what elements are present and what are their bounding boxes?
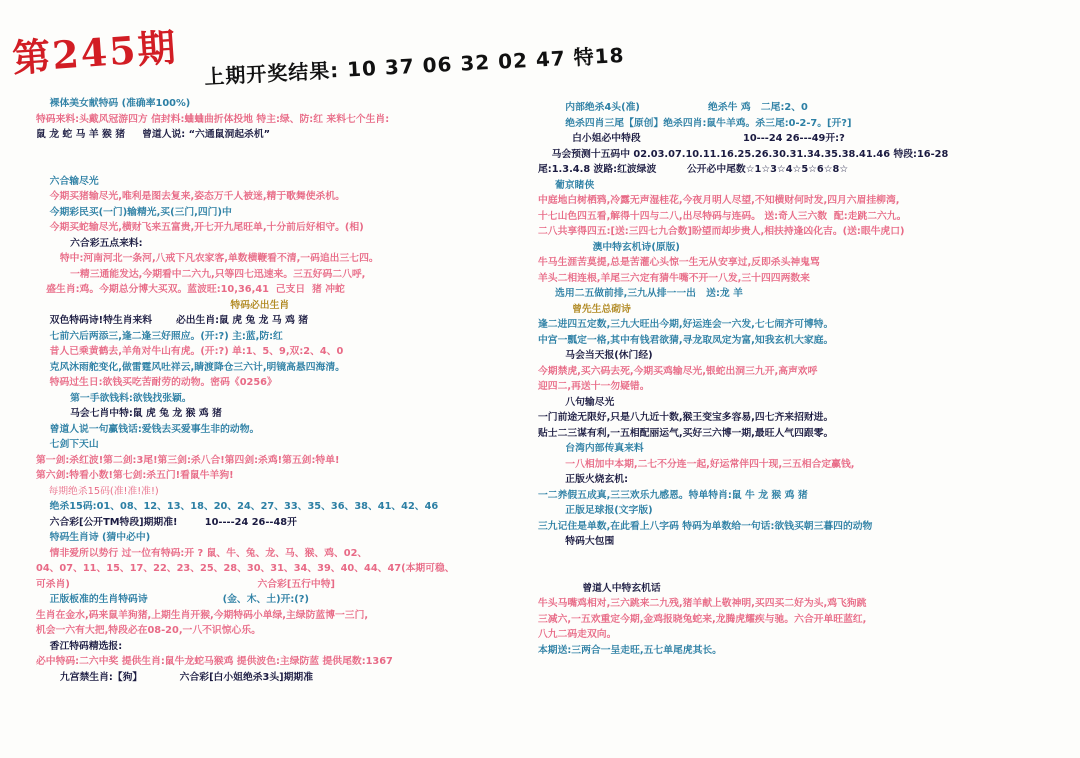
right-line: 中庭地白树栖鸦,冷露无声湿桂花,今夜月明人尽望,不知横财何时发,四月六眉挂柳湾, (538, 195, 900, 206)
left-line: 克风沐雨舵变化,做雷霆风吐祥云,睛渡降仓三六计,明镜高悬四海清。 (36, 361, 345, 373)
right-line (538, 565, 1038, 581)
left-line: 情非爱所以势行 过一位有特码:开 ? 鼠、牛、兔、龙、马、猴、鸡、02、 (36, 547, 368, 559)
right-line: 一二养假五成真,三三欢乐九感恩。特单特肖:鼠 牛 龙 猴 鸡 猪 (538, 489, 808, 501)
left-line: 第六剑:特看小数!第七剑:杀五门!看鼠牛羊狗! (36, 470, 234, 481)
right-line: 十七山色四五看,解得十四与二八,出尽特码与连码。 送:奇人三六数 配:走跳二六九。 (538, 210, 907, 222)
right-line: 曾道人中特玄机话 (538, 582, 661, 594)
right-line: 绝杀四肖三尾【原创】绝杀四肖:鼠牛羊鸡。杀三尾:0-2-7。[开?] (538, 117, 852, 129)
right-line: 特码大包围 (538, 536, 615, 547)
right-line: 正版火烧玄机: (538, 474, 628, 485)
left-line: 六合输尽光 (36, 175, 99, 187)
right-line: 曾先生总砌诗 (538, 303, 631, 315)
left-line: 六合彩五点来料: (36, 237, 143, 249)
right-line: 二八共享得四五:[送:三四七九合数]盼望而却步贵人,相扶持逢凶化吉。(送:眼牛虎口) (538, 226, 905, 237)
left-line: 可杀肖) 六合彩[五行中特] (36, 578, 335, 590)
right-line: 贴士二三谋有利,一五相配丽运气,买好三六博一期,最旺人气四跟零。 (538, 427, 834, 439)
left-line: 今期买蛇输尽光,横财飞来五富贵,开七开九尾旺单,十分前后好相守。(相) (36, 222, 364, 233)
right-line: 逢二进四五定数,三九大旺出今期,好运连会一六发,七七闹齐可博特。 (538, 319, 834, 330)
right-line (538, 550, 1038, 566)
left-line: 每期绝杀15码(准!准!准!) (36, 485, 159, 497)
right-line: 白小姐必中特段 10---24 26---49开:? (538, 133, 845, 144)
right-line: 三九记住是单数,在此看上八字码 特码为单数给一句话:欲钱买朝三暮四的动物 (538, 520, 873, 532)
left-line (36, 158, 536, 174)
left-line: 七前六后两添三,逢二逢三好照应。(开:?) 主:蓝,防:红 (36, 330, 283, 342)
right-column (538, 100, 1038, 658)
right-line: 八句输尽光 (538, 396, 615, 408)
left-line: 特码过生日:欲钱买吃苦耐劳的动物。密码《0256》 (36, 377, 277, 388)
left-line: 04、07、11、15、17、22、23、25、28、30、31、34、39、40、44、47(本期可稳、 (36, 563, 455, 574)
right-line: 马会预测十五码中 02.03.07.10.11.16.25.26.30.31.34.35.38.41.46 特段:16-28 (538, 148, 949, 160)
left-line: 盛生肖:鸡。今期总分博大买双。蓝波旺:10,36,41 己支日 猪 冲蛇 (36, 284, 345, 295)
right-line: 八九二码走双向。 (538, 629, 617, 640)
left-line: 香江特码精选报: (36, 640, 123, 652)
right-line: 正版足球报(文字版) (538, 505, 653, 516)
right-line: 台湾内部传真来料 (538, 443, 644, 454)
left-line: 正版板准的生肖特码诗 (金、木、土)开:(?) (36, 594, 309, 605)
left-line: 双色特码诗!特生肖来料 必出生肖:鼠 虎 兔 龙 马 鸡 猪 (36, 315, 309, 326)
right-line: 羊头二相连根,羊尾三六定有猜牛嘴不开一八发,三十四四两数来 (538, 272, 810, 284)
right-line: 尾:1.3.4.8 波路:红波绿波 公开必中尾数☆1☆3☆4☆5☆6☆8☆ (538, 164, 849, 175)
right-line: 一八相加中本期,二七不分连一起,好运常伴四十现,三五相合定赢钱, (538, 458, 855, 470)
right-line: 牛头马嘴鸡相对,三六跳来二九残,猪羊献上敬神明,买四买二好为头,鸡飞狗跳 (538, 598, 867, 609)
right-line: 澳中特玄机诗(原版) (538, 241, 680, 253)
left-line: 马会七肖中特:鼠 虎 兔 龙 猴 鸡 猪 (36, 408, 222, 419)
right-line: 内部绝杀4头(准) 绝杀牛 鸡 二尾:2、0 (538, 102, 808, 113)
left-line: 曾道人说一句赢钱话:爱钱去买爱事生非的动物。 (36, 423, 260, 435)
left-line (36, 143, 536, 159)
right-line: 选用二五做前排,三九从排一一出 送:龙 羊 (538, 288, 743, 299)
left-line: 机会一六有大把,特段必在08-20,一八不识惊心乐。 (36, 625, 261, 636)
left-line: 一精三通能发达,今期看中二六九,只等四七迅速来。三五好码二八呼, (36, 268, 366, 280)
left-line: 七剑下天山 (36, 439, 99, 450)
left-column (36, 96, 536, 685)
right-line: 中宫一瓢定一格,其中有钱君欲猜,寻龙取凤定为富,知我玄机大家庭。 (538, 334, 834, 346)
left-line: 特码生肖诗 (猜中必中) (36, 532, 151, 543)
right-line: 马会当天报(休门经) (538, 350, 653, 361)
left-line: 必中特码:二六中奖 提供生肖:鼠牛龙蛇马猴鸡 提供波色:主绿防蓝 提供尾数:1367 (36, 656, 393, 667)
left-line: 特码必出生肖 (36, 299, 290, 311)
right-line: 牛马生涯苦莫提,总是苦灌心头惊一生无从安享过,反即杀头神鬼骂 (538, 257, 820, 268)
left-line: 昔人已乘黄鹤去,羊角对牛山有虎。(开:?) 单:1、5、9,双:2、4、0 (36, 346, 344, 357)
left-line: 今期彩民买(一门)输精光,买(三门,四门)中 (36, 206, 232, 218)
issue-number: 第245期 (10, 24, 179, 81)
left-line: 特中:河南河北一条河,八戒下凡农家客,单数横鞭看不清,一码追出三七四。 (36, 253, 379, 264)
last-draw-result: 上期开奖结果: 10 37 06 32 02 47 特18 (203, 43, 625, 89)
right-line: 葡京睹侠 (538, 179, 595, 191)
left-line: 鼠 龙 蛇 马 羊 猴 猪 曾道人说: “六通鼠洞起杀机” (36, 129, 271, 140)
right-line: 一门前途无限好,只是八九近十数,猴王变宝多容易,四七齐来招财进。 (538, 412, 834, 423)
right-line: 今期禁虎,买六码去死,今期买鸡输尽光,银蛇出洞三九开,高声欢呼 (538, 365, 818, 377)
left-line: 裸体美女献特码 (准确率100%) (36, 98, 191, 109)
left-line: 今期买猪输尽光,唯利是图去复来,姿态万千人被迷,精于歌舞使杀机。 (36, 191, 345, 202)
right-line: 迎四二,再送十一勿疑错。 (538, 381, 650, 392)
right-line: 三减六,一五欢重定今期,金鸡报晓兔蛇来,龙腾虎耀疾与驰。六合开单旺蓝红, (538, 613, 867, 625)
left-line: 九宫禁生肖:【狗】 六合彩[白小姐绝杀3头]期期准 (36, 671, 314, 683)
left-line: 第一剑:杀红波!第二剑:3尾!第三剑:杀八合!第四剑:杀鸡!第五剑:特单! (36, 454, 340, 466)
right-line: 本期送:三两合一呈走旺,五七单尾虎其长。 (538, 644, 722, 656)
left-line: 第一手欲钱料:欲钱找张颖。 (36, 392, 192, 404)
left-line: 特码来料:头戴风冠游四方 信封料:蛐蛐曲折体投地 特主:绿、防:红 来料七个生肖: (36, 113, 390, 125)
left-line: 六合彩[公开TM特段]期期准! 10----24 26--48开 (36, 516, 297, 528)
left-line: 绝杀15码:01、08、12、13、18、20、24、27、33、35、36、38、41、42、46 (36, 501, 439, 512)
left-line: 生肖在金水,码来鼠羊狗猪,上期生肖开猴,今期特码小单绿,主绿防蓝博一三门, (36, 609, 369, 621)
